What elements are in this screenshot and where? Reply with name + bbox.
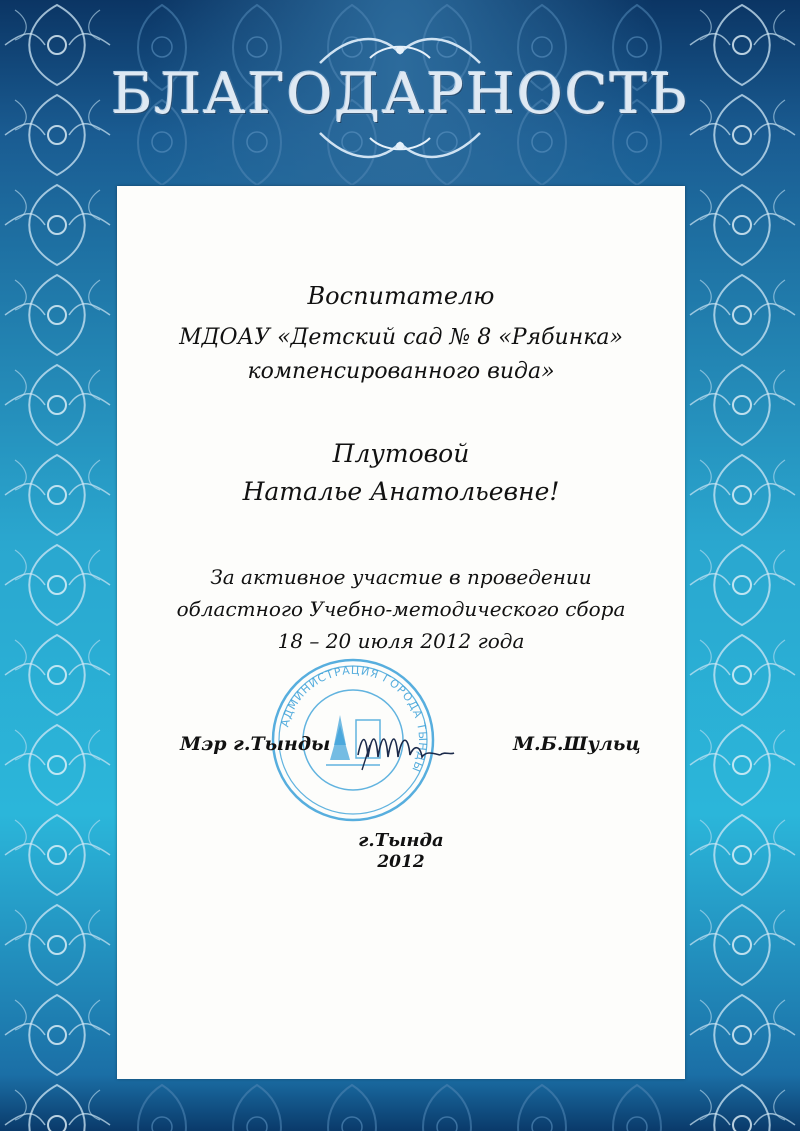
title-flourish-bottom bbox=[310, 128, 490, 168]
reason-line-2: областного Учебно-методического сбора bbox=[176, 597, 626, 621]
right-ornament-border bbox=[685, 0, 800, 1131]
institution-line-2: компенсированного вида» bbox=[247, 359, 555, 384]
reason-line-1: За активное участие в проведении bbox=[210, 565, 592, 589]
signer-title: Мэр г.Тынды bbox=[180, 733, 331, 755]
issue-city: г.Тында bbox=[358, 830, 444, 851]
signer-name: М.Б.Шульц bbox=[513, 733, 641, 755]
reason-line-3: 18 – 20 июля 2012 года bbox=[277, 629, 525, 653]
seal-text: АДМИНИСТРАЦИЯ ГОРОДА ТЫНДЫ bbox=[278, 663, 430, 775]
recipient-title: Воспитателю bbox=[307, 282, 495, 310]
left-ornament-border bbox=[0, 0, 115, 1131]
recipient-surname: Плутовой bbox=[332, 439, 470, 468]
certificate-title: БЛАГОДАРНОСТЬ bbox=[111, 62, 689, 127]
bottom-ornament-border bbox=[115, 1080, 685, 1131]
issue-year: 2012 bbox=[377, 852, 425, 872]
recipient-name: Наталье Анатольевне! bbox=[242, 477, 560, 506]
institution-line-1: МДОАУ «Детский сад № 8 «Рябинка» bbox=[179, 325, 623, 350]
signature-icon bbox=[350, 715, 460, 775]
